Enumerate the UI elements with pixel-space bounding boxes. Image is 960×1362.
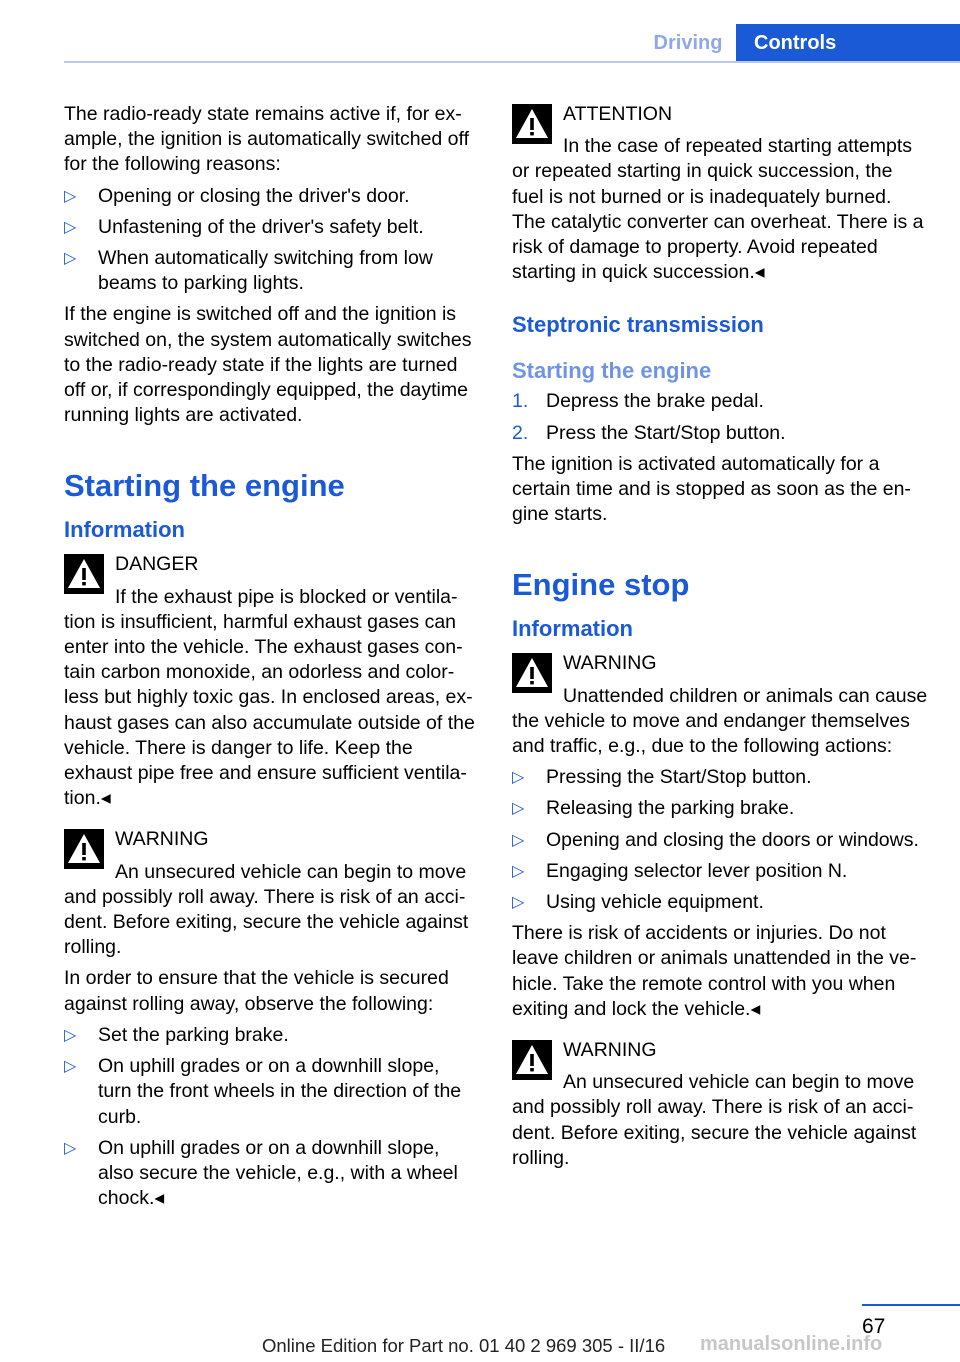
bullet-arrow-icon: ▷: [512, 862, 525, 880]
warning-triangle-icon: [512, 1040, 552, 1080]
section-title-starting-engine: Starting the engine: [64, 468, 345, 504]
list-item: ▷ On uphill grades or on a downhill slope, turn the front wheels in the direction of the curb.: [64, 1054, 478, 1130]
danger-notice: [64, 552, 478, 811]
list-item: 2. Press the Start/Stop button.: [512, 421, 928, 446]
bullet-arrow-icon: ▷: [64, 218, 77, 236]
warning-label: WARNING: [563, 652, 657, 675]
subsection-title-steptronic: Steptronic transmission: [512, 312, 764, 338]
bullet-arrow-icon: ▷: [64, 1139, 77, 1157]
warning-label: WARNING: [563, 1039, 657, 1062]
section-title-engine-stop: Engine stop: [512, 567, 690, 603]
header-section-label: Driving: [640, 24, 736, 62]
warning-notice: [512, 1038, 928, 1171]
warning-text: An unsecured vehicle can begin to move and possibly roll away. There is risk of an accident. Before exiting, secure the vehicle against rolling.: [512, 1071, 917, 1169]
warning-triangle-icon: [64, 829, 104, 869]
warning-triangle-icon: [512, 104, 552, 144]
watermark: manualsonline.info: [700, 1333, 883, 1355]
warning-notice: [512, 651, 928, 759]
list-item: ▷ When automatically switching from low beams to parking lights.: [64, 246, 478, 296]
bullet-arrow-icon: ▷: [64, 1026, 77, 1044]
subsubsection-title-starting: Starting the engine: [512, 358, 712, 384]
step-number: 2.: [512, 421, 529, 444]
list-item: ▷ Pressing the Start/Stop button.: [512, 765, 928, 790]
list-item: ▷ On uphill grades or on a downhill slope, also secure the vehicle, e.g., with a wheel chock.◂: [64, 1136, 478, 1212]
list-item: ▷ Opening and closing the doors or windows.: [512, 828, 928, 853]
bullet-arrow-icon: ▷: [64, 250, 77, 268]
header-chapter-label: Controls: [736, 24, 960, 62]
list-item: ▷ Unfastening of the driver's safety belt.: [64, 215, 478, 240]
list-item: ▷ Engaging selector lever position N.: [512, 859, 928, 884]
list-item: ▷ Releasing the parking brake.: [512, 796, 928, 821]
danger-label: DANGER: [115, 553, 199, 576]
page-number: 67: [862, 1315, 886, 1338]
radio-ready-paragraph: If the engine is switched off and the ignition is switched on, the system automatically switches to the radio-ready state if the lights are turned off or, if correspondingly equipped, the daytime running lights are activated.: [64, 303, 472, 427]
secure-paragraph: In order to ensure that the vehicle is secured against rolling away, observe the following:: [64, 967, 449, 1015]
attention-notice: [512, 102, 928, 285]
list-item: ▷ Opening or closing the driver's door.: [64, 184, 478, 209]
bullet-arrow-icon: ▷: [64, 1058, 77, 1076]
attention-text: In the case of repeated starting attempts or repeated starting in quick succession, the fuel is not burned or is inadequately burned. The catalytic converter can overheat. There is a risk of damage to property. Avoid repeated starting in quick succession.◂: [512, 135, 924, 284]
right-column: [512, 102, 928, 1177]
bullet-arrow-icon: ▷: [512, 831, 525, 849]
bullet-arrow-icon: ▷: [64, 187, 77, 205]
warning-triangle-icon: [512, 653, 552, 693]
warning-text: Unattended children or animals can cause the vehicle to move and endanger themselves and traffic, e.g., due to the following actions:: [512, 684, 928, 758]
left-column: [64, 102, 478, 1217]
footer-rule: [862, 1304, 960, 1306]
edition-line: Online Edition for Part no. 01 40 2 969 305 - II/16: [262, 1335, 666, 1356]
bullet-arrow-icon: ▷: [512, 894, 525, 912]
warning-notice: [64, 827, 478, 960]
intro-paragraph: The radio-ready state remains active if, for example, the ignition is automatically switched off for the following reasons:: [64, 103, 470, 176]
risk-paragraph: There is risk of accidents or injuries. Do not leave children or animals unattended in the vehicle. Take the remote control with you when exiting and lock the vehicle.◂: [512, 922, 917, 1020]
subsection-title-information: Information: [512, 616, 633, 642]
attention-label: ATTENTION: [563, 103, 673, 125]
page-header: [640, 24, 960, 62]
list-item: 1. Depress the brake pedal.: [512, 389, 928, 414]
danger-text: If the exhaust pipe is blocked or ventilation is insufficient, harmful exhaust gases can enter into the vehicle. The exhaust gases contain carbon monoxide, an odorless and colorless but highly toxic gas. In enclosed areas, exhaust gases can also accumulate outside of the vehicle. There is danger to life. Keep the exhaust pipe free and ensure sufficient ventilation.◂: [64, 585, 475, 810]
warning-triangle-icon: [64, 554, 104, 594]
warning-label: WARNING: [115, 828, 209, 851]
header-rule: [64, 61, 960, 63]
subsection-title-information: Information: [64, 517, 185, 543]
list-item: ▷ Using vehicle equipment.: [512, 890, 928, 915]
step-number: 1.: [512, 390, 529, 413]
warning-text: An unsecured vehicle can begin to move and possibly roll away. There is risk of an accident. Before exiting, secure the vehicle against rolling.: [64, 860, 469, 959]
list-item: ▷ Set the parking brake.: [64, 1023, 478, 1048]
ignition-paragraph: The ignition is activated automatically for a certain time and is stopped as soon as the engine starts.: [512, 452, 911, 526]
bullet-arrow-icon: ▷: [512, 800, 525, 818]
bullet-arrow-icon: ▷: [512, 769, 525, 787]
